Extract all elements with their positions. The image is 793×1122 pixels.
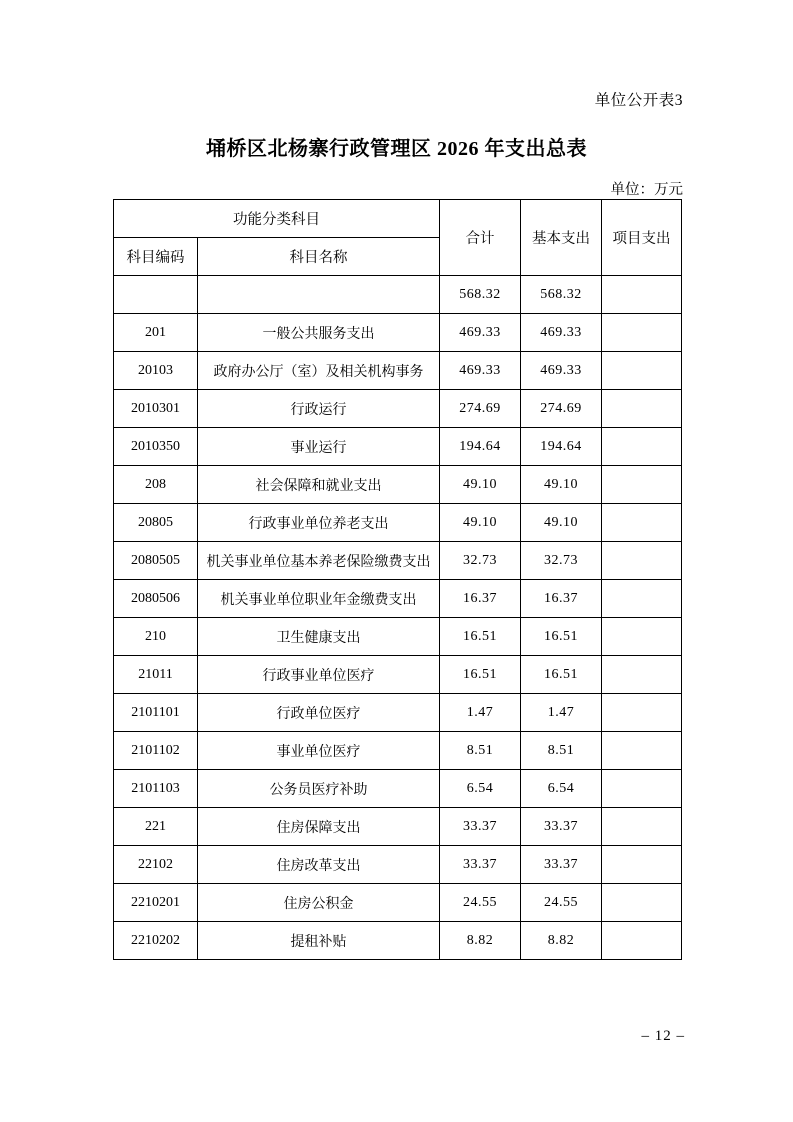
cell-code: 2101103 (114, 770, 198, 808)
cell-code: 2101101 (114, 694, 198, 732)
cell-basic: 568.32 (521, 276, 602, 314)
cell-basic: 16.51 (521, 656, 602, 694)
cell-total: 33.37 (440, 808, 521, 846)
cell-basic: 1.47 (521, 694, 602, 732)
cell-name: 卫生健康支出 (198, 618, 440, 656)
cell-project (602, 428, 682, 466)
table-row (114, 428, 682, 466)
table-row (114, 656, 682, 694)
cell-name: 公务员医疗补助 (198, 770, 440, 808)
cell-name: 事业单位医疗 (198, 732, 440, 770)
unit-note: 单位：万元 (610, 182, 683, 198)
table-row (114, 542, 682, 580)
cell-name: 机关事业单位职业年金缴费支出 (198, 580, 440, 618)
cell-total: 49.10 (440, 504, 521, 542)
cell-project (602, 542, 682, 580)
table-row (114, 504, 682, 542)
cell-code: 2010350 (114, 428, 198, 466)
cell-code: 221 (114, 808, 198, 846)
table-row (114, 846, 682, 884)
table-header (114, 200, 682, 276)
cell-name: 行政事业单位医疗 (198, 656, 440, 694)
cell-name: 住房改革支出 (198, 846, 440, 884)
table-row (114, 352, 682, 390)
cell-basic: 16.51 (521, 618, 602, 656)
cell-code: 2210202 (114, 922, 198, 960)
cell-name (198, 276, 440, 314)
table-header-row-1 (114, 200, 682, 238)
cell-total: 8.82 (440, 922, 521, 960)
cell-code: 2080506 (114, 580, 198, 618)
cell-basic: 24.55 (521, 884, 602, 922)
cell-total: 16.51 (440, 656, 521, 694)
cell-basic: 469.33 (521, 314, 602, 352)
cell-name: 行政运行 (198, 390, 440, 428)
cell-name: 行政事业单位养老支出 (198, 504, 440, 542)
cell-name: 行政单位医疗 (198, 694, 440, 732)
cell-basic: 469.33 (521, 352, 602, 390)
cell-project (602, 922, 682, 960)
cell-project (602, 466, 682, 504)
table-row (114, 276, 682, 314)
cell-basic: 32.73 (521, 542, 602, 580)
cell-project (602, 504, 682, 542)
cell-code: 210 (114, 618, 198, 656)
cell-project (602, 352, 682, 390)
table-row (114, 732, 682, 770)
page-title: 埇桥区北杨寨行政管理区 2026 年支出总表 (206, 138, 587, 160)
form-number-label: 单位公开表3 (594, 92, 683, 109)
cell-basic: 274.69 (521, 390, 602, 428)
cell-project (602, 618, 682, 656)
cell-total: 194.64 (440, 428, 521, 466)
cell-name: 事业运行 (198, 428, 440, 466)
cell-total: 49.10 (440, 466, 521, 504)
table-row (114, 694, 682, 732)
cell-total: 469.33 (440, 314, 521, 352)
table-row (114, 580, 682, 618)
cell-basic: 33.37 (521, 846, 602, 884)
cell-name: 住房保障支出 (198, 808, 440, 846)
cell-basic: 49.10 (521, 504, 602, 542)
cell-basic: 194.64 (521, 428, 602, 466)
column-header-name: 科目名称 (198, 238, 440, 276)
cell-basic: 6.54 (521, 770, 602, 808)
cell-total: 24.55 (440, 884, 521, 922)
cell-code: 22102 (114, 846, 198, 884)
cell-project (602, 732, 682, 770)
table-row (114, 922, 682, 960)
cell-basic: 33.37 (521, 808, 602, 846)
cell-total: 8.51 (440, 732, 521, 770)
table-row (114, 884, 682, 922)
cell-total: 33.37 (440, 846, 521, 884)
column-header-group: 功能分类科目 (114, 200, 440, 238)
cell-name: 政府办公厅（室）及相关机构事务 (198, 352, 440, 390)
cell-basic: 8.51 (521, 732, 602, 770)
cell-project (602, 314, 682, 352)
cell-project (602, 694, 682, 732)
cell-code: 2010301 (114, 390, 198, 428)
cell-basic: 8.82 (521, 922, 602, 960)
cell-total: 16.51 (440, 618, 521, 656)
column-header-code: 科目编码 (114, 238, 198, 276)
table-body (114, 276, 682, 960)
cell-basic: 16.37 (521, 580, 602, 618)
cell-project (602, 846, 682, 884)
cell-basic: 49.10 (521, 466, 602, 504)
cell-total: 274.69 (440, 390, 521, 428)
cell-code: 20103 (114, 352, 198, 390)
table-row (114, 390, 682, 428)
cell-total: 16.37 (440, 580, 521, 618)
cell-name: 提租补贴 (198, 922, 440, 960)
cell-name: 一般公共服务支出 (198, 314, 440, 352)
cell-total: 6.54 (440, 770, 521, 808)
table-row (114, 770, 682, 808)
table-row (114, 618, 682, 656)
cell-name: 机关事业单位基本养老保险缴费支出 (198, 542, 440, 580)
expenditure-table (113, 199, 682, 960)
cell-name: 社会保障和就业支出 (198, 466, 440, 504)
cell-code: 20805 (114, 504, 198, 542)
cell-total: 1.47 (440, 694, 521, 732)
cell-total: 469.33 (440, 352, 521, 390)
column-header-total: 合计 (440, 200, 521, 276)
cell-code: 2210201 (114, 884, 198, 922)
cell-project (602, 390, 682, 428)
cell-total: 568.32 (440, 276, 521, 314)
cell-project (602, 656, 682, 694)
cell-code: 2101102 (114, 732, 198, 770)
cell-name: 住房公积金 (198, 884, 440, 922)
cell-code: 201 (114, 314, 198, 352)
table-row (114, 808, 682, 846)
cell-project (602, 770, 682, 808)
table-row (114, 466, 682, 504)
cell-code: 2080505 (114, 542, 198, 580)
column-header-project: 项目支出 (602, 200, 682, 276)
page-number: – 12 – (641, 1028, 685, 1044)
cell-code: 208 (114, 466, 198, 504)
cell-project (602, 580, 682, 618)
cell-project (602, 808, 682, 846)
table-row (114, 314, 682, 352)
cell-code: 21011 (114, 656, 198, 694)
cell-code (114, 276, 198, 314)
cell-total: 32.73 (440, 542, 521, 580)
column-header-basic: 基本支出 (521, 200, 602, 276)
cell-project (602, 884, 682, 922)
cell-project (602, 276, 682, 314)
